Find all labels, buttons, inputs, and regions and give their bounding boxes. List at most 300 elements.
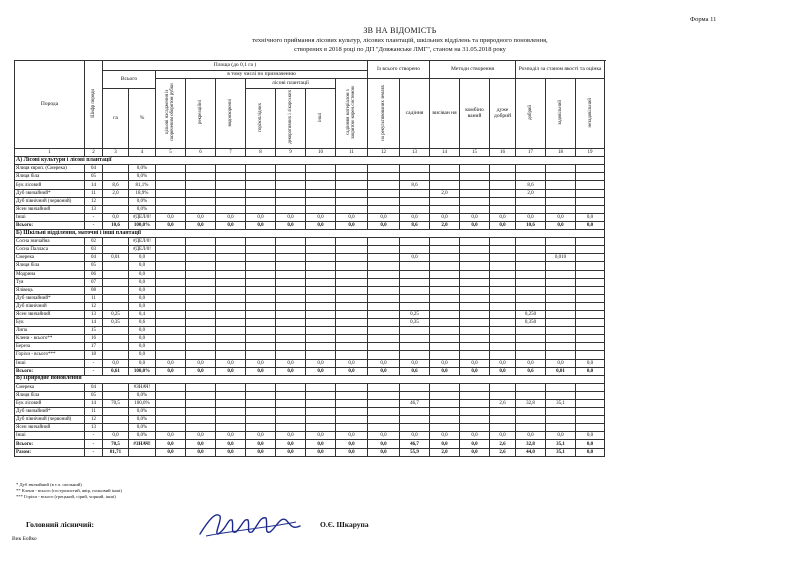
table-cell: 0,0 <box>129 359 156 367</box>
species-cell: Ялівець <box>15 286 85 294</box>
table-row <box>15 310 605 318</box>
header-lp1: горіхоплідних <box>246 89 276 149</box>
table-cell: 0,0 <box>546 359 576 367</box>
table-cell: 0,0 <box>430 367 460 375</box>
table-cell <box>490 197 516 205</box>
table-cell: 0,0 <box>186 213 216 221</box>
table-cell <box>490 254 516 262</box>
table-cell <box>490 408 516 416</box>
table-cell <box>186 335 216 343</box>
species-cell: Горіхи - всього*** <box>15 351 85 359</box>
table-cell <box>576 400 605 408</box>
table-cell <box>400 197 430 205</box>
total-cell <box>129 448 156 456</box>
table-cell <box>186 319 216 327</box>
table-cell <box>460 400 490 408</box>
table-cell: 0,0 <box>336 432 368 440</box>
table-row <box>15 254 605 262</box>
total-cell: 0,0 <box>576 448 605 456</box>
species-cell: Інші <box>15 432 85 440</box>
species-cell: Всього: <box>15 221 85 229</box>
table-cell <box>103 262 129 270</box>
table-cell <box>186 424 216 432</box>
table-cell: 46,7 <box>400 400 430 408</box>
table-cell <box>216 400 246 408</box>
table-cell <box>546 383 576 391</box>
table-cell: 2,0 <box>430 221 460 229</box>
column-number: 17 <box>516 149 546 157</box>
table-cell <box>400 246 430 254</box>
table-cell <box>400 270 430 278</box>
table-cell <box>186 400 216 408</box>
table-cell: 0,0 <box>129 294 156 302</box>
document-title: ЗВ НА ВІДОМІСТЬ <box>363 26 437 35</box>
table-cell <box>400 391 430 399</box>
column-number: 7 <box>216 149 246 157</box>
table-cell: 12 <box>85 197 103 205</box>
table-cell <box>336 319 368 327</box>
table-cell <box>368 270 400 278</box>
table-cell <box>576 294 605 302</box>
table-cell: 8,6 <box>400 221 430 229</box>
table-cell <box>306 302 336 310</box>
table-cell: - <box>85 367 103 375</box>
species-cell: Туя <box>15 278 85 286</box>
table-cell <box>336 189 368 197</box>
column-number: 18 <box>546 149 576 157</box>
table-row <box>15 327 605 335</box>
species-cell: Ясен звичайний <box>15 205 85 213</box>
table-cell <box>460 173 490 181</box>
table-cell <box>336 383 368 391</box>
table-row <box>15 359 605 367</box>
table-cell: 14 <box>85 181 103 189</box>
table-cell: #ЗНАЧ! <box>129 383 156 391</box>
table-row <box>15 400 605 408</box>
total-cell: 0,0 <box>186 448 216 456</box>
table-cell: 0,0 <box>216 221 246 229</box>
table-cell <box>336 351 368 359</box>
species-cell: Ялиця європ. (Смерека) <box>15 165 85 173</box>
table-row <box>15 408 605 416</box>
table-cell <box>430 246 460 254</box>
header-lisovi: лісові плантації <box>246 79 336 89</box>
table-cell <box>186 391 216 399</box>
table-cell <box>306 189 336 197</box>
table-cell <box>246 335 276 343</box>
table-cell <box>430 254 460 262</box>
table-cell <box>576 383 605 391</box>
table-cell <box>306 238 336 246</box>
table-cell <box>516 205 546 213</box>
table-cell: 100,0% <box>129 367 156 375</box>
table-cell <box>246 408 276 416</box>
total-cell: 0,0 <box>306 448 336 456</box>
table-cell: 14 <box>85 319 103 327</box>
header-m2: висіван ня <box>430 79 460 149</box>
document-subtitle-line1: технічного приймання лісових культур, лісових плантацій, шкільних відділень та природного поновлення, <box>252 37 548 44</box>
table-cell <box>216 278 246 286</box>
table-cell <box>576 173 605 181</box>
table-cell <box>276 383 306 391</box>
section-title: А) Лісові культури і лісові плантації <box>15 157 605 165</box>
table-cell <box>216 327 246 335</box>
header-vtch2: рекреаційні <box>186 79 216 149</box>
table-cell <box>186 327 216 335</box>
table-cell <box>490 205 516 213</box>
table-cell: 0,0 <box>306 432 336 440</box>
table-cell <box>186 294 216 302</box>
table-cell: 0,0 <box>430 359 460 367</box>
table-cell <box>400 173 430 181</box>
table-cell <box>156 189 186 197</box>
form-number: Форма 11 <box>690 16 717 23</box>
table-cell <box>246 254 276 262</box>
table-cell: 0,0 <box>430 213 460 221</box>
table-cell <box>246 197 276 205</box>
table-cell <box>430 310 460 318</box>
table-cell <box>576 197 605 205</box>
column-number: 19 <box>576 149 605 157</box>
table-cell <box>546 416 576 424</box>
table-cell: 05 <box>85 262 103 270</box>
table-cell: - <box>85 213 103 221</box>
table-cell <box>516 335 546 343</box>
table-cell <box>276 335 306 343</box>
table-cell <box>516 270 546 278</box>
table-cell <box>460 262 490 270</box>
table-cell: 0,0 <box>490 213 516 221</box>
table-cell: 0,0 <box>576 367 605 375</box>
table-cell <box>246 319 276 327</box>
table-row <box>15 286 605 294</box>
table-cell <box>546 335 576 343</box>
table-cell: 11 <box>85 189 103 197</box>
table-cell: 12 <box>85 416 103 424</box>
table-cell <box>246 416 276 424</box>
table-cell: 0,0 <box>129 351 156 359</box>
table-cell: 2,0 <box>516 189 546 197</box>
table-cell <box>546 310 576 318</box>
table-cell: 0,0 <box>216 440 246 448</box>
section-header-row <box>15 230 605 238</box>
table-cell <box>490 278 516 286</box>
table-cell <box>430 351 460 359</box>
table-cell <box>186 278 216 286</box>
table-cell <box>516 165 546 173</box>
table-cell <box>216 351 246 359</box>
table-cell <box>246 294 276 302</box>
table-cell <box>103 327 129 335</box>
table-cell <box>186 238 216 246</box>
table-cell <box>216 294 246 302</box>
table-cell: 0,0 <box>129 335 156 343</box>
table-cell <box>336 343 368 351</box>
table-cell: 0,0 <box>246 367 276 375</box>
table-cell: 81,1% <box>129 181 156 189</box>
table-cell: 0,0% <box>129 424 156 432</box>
table-cell <box>576 343 605 351</box>
table-cell <box>490 262 516 270</box>
species-cell: Ялиця біла <box>15 173 85 181</box>
table-cell <box>490 302 516 310</box>
table-cell <box>103 270 129 278</box>
table-cell <box>276 246 306 254</box>
table-cell <box>576 416 605 424</box>
table-cell <box>490 238 516 246</box>
table-cell <box>430 383 460 391</box>
table-cell <box>186 189 216 197</box>
table-cell: 0,0% <box>129 416 156 424</box>
species-cell: Клени - всього** <box>15 335 85 343</box>
table-cell <box>460 205 490 213</box>
table-cell <box>216 286 246 294</box>
table-cell: #ДЕЛ/0! <box>129 213 156 221</box>
table-cell <box>430 327 460 335</box>
table-cell <box>516 391 546 399</box>
table-cell <box>400 383 430 391</box>
table-cell <box>216 181 246 189</box>
table-cell <box>460 383 490 391</box>
table-cell: 0,0 <box>400 213 430 221</box>
column-number: 12 <box>368 149 400 157</box>
table-cell <box>490 310 516 318</box>
table-cell <box>156 310 186 318</box>
table-cell: 04 <box>85 254 103 262</box>
table-cell: 02 <box>85 238 103 246</box>
table-cell: - <box>85 432 103 440</box>
table-cell <box>186 416 216 424</box>
table-cell: 06 <box>85 270 103 278</box>
table-cell <box>368 262 400 270</box>
table-cell <box>430 408 460 416</box>
table-cell <box>576 278 605 286</box>
header-m1: садіння <box>400 79 430 149</box>
table-cell: 15 <box>85 327 103 335</box>
table-cell <box>246 181 276 189</box>
table-row <box>15 246 605 254</box>
table-cell: 0,35 <box>103 319 129 327</box>
table-cell <box>306 327 336 335</box>
table-cell <box>336 335 368 343</box>
table-cell: 18 <box>85 351 103 359</box>
table-cell <box>368 424 400 432</box>
header-iz-vsogo: Із всього створено <box>368 61 430 79</box>
table-cell: 0,0 <box>216 367 246 375</box>
table-cell <box>516 294 546 302</box>
table-cell <box>460 310 490 318</box>
table-cell: 0,0% <box>129 432 156 440</box>
table-cell: 0,0 <box>276 213 306 221</box>
table-cell <box>186 262 216 270</box>
header-lp2: декоративних і лікарських <box>276 89 306 149</box>
table-cell <box>246 173 276 181</box>
table-cell <box>216 408 246 416</box>
table-cell: 0,0 <box>156 367 186 375</box>
table-cell <box>156 270 186 278</box>
table-cell <box>276 165 306 173</box>
table-cell <box>460 294 490 302</box>
table-cell: 70,5 <box>103 400 129 408</box>
species-cell: Всього: <box>15 367 85 375</box>
table-cell <box>216 391 246 399</box>
report-table <box>14 60 605 457</box>
table-cell <box>460 319 490 327</box>
table-cell: 0,350 <box>516 319 546 327</box>
table-cell <box>368 197 400 205</box>
table-cell <box>276 205 306 213</box>
table-cell: 0,0 <box>156 213 186 221</box>
table-cell <box>576 189 605 197</box>
table-cell: 05 <box>85 173 103 181</box>
table-cell: 8,6 <box>103 181 129 189</box>
total-cell: - <box>85 448 103 456</box>
table-cell: 0,0 <box>336 221 368 229</box>
table-cell: 0,0 <box>368 367 400 375</box>
table-cell: 0,01 <box>546 367 576 375</box>
table-row <box>15 424 605 432</box>
table-cell <box>156 383 186 391</box>
table-cell: 0,0 <box>276 359 306 367</box>
table-cell <box>460 246 490 254</box>
table-row <box>15 205 605 213</box>
table-cell: 0,0 <box>186 221 216 229</box>
table-cell: 0,0 <box>246 221 276 229</box>
total-cell: 0,0 <box>336 448 368 456</box>
table-cell: 0,0 <box>546 221 576 229</box>
table-cell <box>516 197 546 205</box>
table-cell <box>216 383 246 391</box>
table-cell <box>490 173 516 181</box>
table-cell <box>430 165 460 173</box>
table-cell: 100,0% <box>129 400 156 408</box>
table-cell <box>246 327 276 335</box>
table-cell <box>400 286 430 294</box>
header-poroda: Порода <box>15 61 85 149</box>
table-cell <box>546 262 576 270</box>
header-ploshcha: Площа (до 0,1 га ) <box>103 61 368 71</box>
table-cell: 03 <box>85 246 103 254</box>
table-cell <box>156 181 186 189</box>
table-cell <box>516 416 546 424</box>
header-vtch3: водоохоронні <box>216 79 246 149</box>
table-cell: 07 <box>85 278 103 286</box>
table-row <box>15 262 605 270</box>
table-cell <box>576 424 605 432</box>
total-cell: 0,0 <box>246 448 276 456</box>
table-row <box>15 351 605 359</box>
column-number: 5 <box>156 149 186 157</box>
table-cell <box>546 327 576 335</box>
table-cell <box>546 424 576 432</box>
table-cell: 0,0 <box>490 367 516 375</box>
table-cell <box>430 238 460 246</box>
column-number: 14 <box>430 149 460 157</box>
table-cell <box>546 286 576 294</box>
table-cell <box>336 173 368 181</box>
table-cell <box>306 278 336 286</box>
table-cell <box>103 424 129 432</box>
total-cell: 0,0 <box>216 448 246 456</box>
table-cell <box>546 278 576 286</box>
species-cell: Ялиця біла <box>15 262 85 270</box>
species-cell: Дуб звичайний* <box>15 408 85 416</box>
table-cell: 04 <box>85 165 103 173</box>
table-cell <box>276 286 306 294</box>
table-cell <box>516 424 546 432</box>
table-row <box>15 173 605 181</box>
table-cell: 0,0 <box>103 359 129 367</box>
table-cell: 0,0% <box>129 205 156 213</box>
table-cell: 0,0 <box>460 359 490 367</box>
species-cell: Інші <box>15 359 85 367</box>
header-rozpodil: Розподіл за станом якості та оцінка <box>516 61 605 79</box>
section-header-row <box>15 375 605 383</box>
table-cell: 46,7 <box>400 440 430 448</box>
table-cell: 0,0 <box>129 262 156 270</box>
column-number: 2 <box>85 149 103 157</box>
table-cell: - <box>85 440 103 448</box>
table-cell <box>276 408 306 416</box>
table-cell <box>490 319 516 327</box>
table-cell: 0,6 <box>400 367 430 375</box>
table-cell: - <box>85 221 103 229</box>
table-cell: 05 <box>85 391 103 399</box>
table-cell <box>246 383 276 391</box>
table-cell <box>103 165 129 173</box>
species-cell: Дуб північний <box>15 302 85 310</box>
table-cell <box>490 416 516 424</box>
table-cell <box>576 327 605 335</box>
table-cell: 08 <box>85 286 103 294</box>
table-row <box>15 278 605 286</box>
table-cell: 0,0 <box>186 440 216 448</box>
table-cell: 10,6 <box>516 221 546 229</box>
table-cell <box>460 391 490 399</box>
table-cell <box>306 391 336 399</box>
table-cell <box>186 270 216 278</box>
table-cell: 0,0 <box>306 221 336 229</box>
table-cell <box>430 205 460 213</box>
table-cell <box>546 294 576 302</box>
table-cell <box>336 238 368 246</box>
table-cell <box>576 319 605 327</box>
table-cell <box>576 262 605 270</box>
section-title: В) Природне поновлення <box>15 375 605 383</box>
table-cell <box>368 327 400 335</box>
table-row <box>15 197 605 205</box>
table-cell <box>368 310 400 318</box>
species-cell: Бук <box>15 319 85 327</box>
table-cell <box>576 205 605 213</box>
table-cell <box>336 262 368 270</box>
table-cell <box>516 173 546 181</box>
table-cell <box>276 197 306 205</box>
table-cell <box>216 343 246 351</box>
section-title: Б) Шкільні відділення, маточні і інші плантації <box>15 230 605 238</box>
table-cell: 0,0 <box>546 432 576 440</box>
table-cell: 0,250 <box>516 310 546 318</box>
total-cell: 0,0 <box>460 448 490 456</box>
table-cell <box>336 310 368 318</box>
table-cell <box>368 302 400 310</box>
table-cell <box>430 173 460 181</box>
signer-name: О.Є. Шкарупа <box>320 520 369 529</box>
table-row <box>15 440 605 448</box>
species-cell: Дуб звичайний* <box>15 294 85 302</box>
table-cell: 0,0 <box>368 440 400 448</box>
table-cell <box>276 262 306 270</box>
